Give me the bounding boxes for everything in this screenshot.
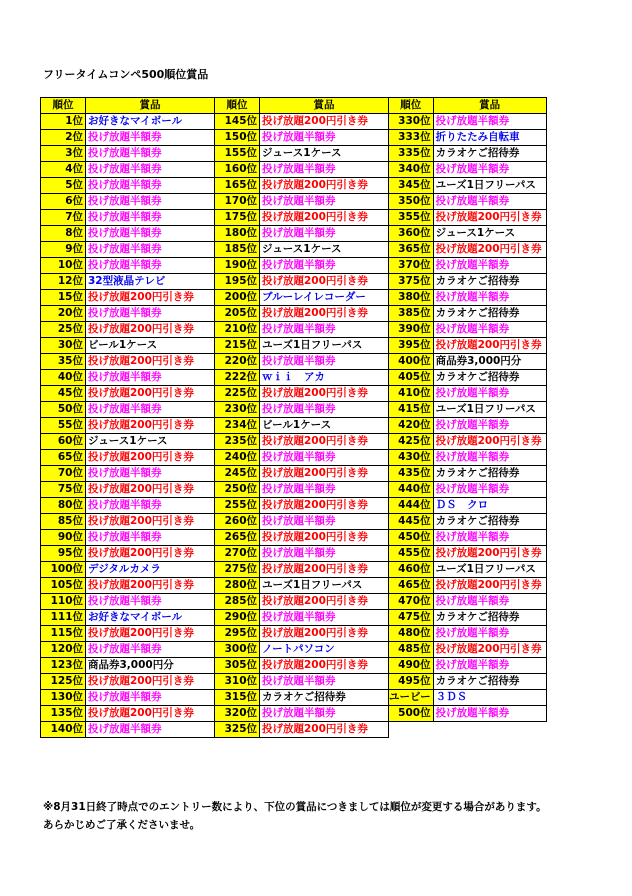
rank-cell: 265位 <box>215 530 260 546</box>
rank-cell: 315位 <box>215 690 260 706</box>
prize-cell: 投げ放題200円引き券 <box>86 450 215 466</box>
rank-cell: 8位 <box>41 226 86 242</box>
footnote <box>43 798 547 834</box>
prize-cell: カラオケご招待券 <box>433 674 546 690</box>
prize-cell: 投げ放題半額券 <box>86 162 215 178</box>
prize-cell: 投げ放題200円引き券 <box>86 386 215 402</box>
prize-cell: 投げ放題半額券 <box>86 242 215 258</box>
rank-cell: 155位 <box>215 146 260 162</box>
table-row <box>41 226 547 242</box>
footnote-line: ※8月31日終了時点でのエントリー数により、下位の賞品につきましては順位が変更する場合があります。 <box>43 801 547 813</box>
rank-cell: 130位 <box>41 690 86 706</box>
rank-cell: 222位 <box>215 370 260 386</box>
prize-cell: ユーズ1日フリーパス <box>433 402 546 418</box>
rank-cell: 445位 <box>389 514 434 530</box>
prize-cell: 投げ放題半額券 <box>86 258 215 274</box>
prize-cell: 32型液晶テレビ <box>86 274 215 290</box>
rank-cell: 65位 <box>41 450 86 466</box>
table-row <box>41 706 547 722</box>
prize-cell: 投げ放題半額券 <box>260 546 389 562</box>
header-rank: 順位 <box>215 98 260 114</box>
prize-cell: 投げ放題半額券 <box>433 450 546 466</box>
rank-cell: 230位 <box>215 402 260 418</box>
rank-cell: 5位 <box>41 178 86 194</box>
rank-cell: 245位 <box>215 466 260 482</box>
table-row <box>41 386 547 402</box>
prize-cell: 投げ放題半額券 <box>433 626 546 642</box>
prize-cell: 投げ放題200円引き券 <box>86 482 215 498</box>
prize-cell: 投げ放題半額券 <box>86 194 215 210</box>
table-row <box>41 354 547 370</box>
prize-cell: 投げ放題200円引き券 <box>260 594 389 610</box>
rank-cell: 185位 <box>215 242 260 258</box>
rank-cell: 390位 <box>389 322 434 338</box>
rank-cell: 100位 <box>41 562 86 578</box>
prize-cell: 投げ放題半額券 <box>260 322 389 338</box>
rank-cell: 60位 <box>41 434 86 450</box>
prize-cell: カラオケご招待券 <box>433 306 546 322</box>
table-row <box>41 450 547 466</box>
prize-cell: カラオケご招待券 <box>433 514 546 530</box>
rank-cell: 195位 <box>215 274 260 290</box>
header-prize: 賞品 <box>86 98 215 114</box>
table-row <box>41 642 547 658</box>
rank-cell: 385位 <box>389 306 434 322</box>
prize-cell: 投げ放題200円引き券 <box>433 210 546 226</box>
prize-cell: 投げ放題半額券 <box>260 610 389 626</box>
table-row <box>41 402 547 418</box>
prize-cell: ビール1ケース <box>260 418 389 434</box>
prize-cell: ユーズ1日フリーパス <box>433 178 546 194</box>
rank-cell: 460位 <box>389 562 434 578</box>
rank-cell: 3位 <box>41 146 86 162</box>
prize-cell: 投げ放題半額券 <box>86 594 215 610</box>
rank-cell: 145位 <box>215 114 260 130</box>
prize-cell: 投げ放題200円引き券 <box>260 306 389 322</box>
rank-cell: 450位 <box>389 530 434 546</box>
rank-cell: 255位 <box>215 498 260 514</box>
rank-cell: 275位 <box>215 562 260 578</box>
prize-cell: 投げ放題半額券 <box>433 258 546 274</box>
rank-cell: 20位 <box>41 306 86 322</box>
prize-cell: 投げ放題半額券 <box>86 130 215 146</box>
prize-cell: 投げ放題200円引き券 <box>86 578 215 594</box>
rank-cell: 85位 <box>41 514 86 530</box>
rank-cell: 335位 <box>389 146 434 162</box>
rank-cell: 165位 <box>215 178 260 194</box>
prize-cell: カラオケご招待券 <box>433 466 546 482</box>
rank-cell: 234位 <box>215 418 260 434</box>
rank-cell: 435位 <box>389 466 434 482</box>
prize-cell: 投げ放題半額券 <box>260 162 389 178</box>
table-row <box>41 370 547 386</box>
rank-cell: 375位 <box>389 274 434 290</box>
table-row <box>41 130 547 146</box>
prize-cell: ジュース1ケース <box>86 434 215 450</box>
rank-cell: 140位 <box>41 722 86 738</box>
rank-cell: 80位 <box>41 498 86 514</box>
prize-cell: 投げ放題200円引き券 <box>86 418 215 434</box>
rank-cell: 105位 <box>41 578 86 594</box>
prize-cell: ノートパソコン <box>260 642 389 658</box>
rank-cell: 485位 <box>389 642 434 658</box>
prize-cell: 投げ放題200円引き券 <box>86 290 215 306</box>
prize-cell: 投げ放題半額券 <box>433 658 546 674</box>
rank-cell: 370位 <box>389 258 434 274</box>
table-row <box>41 274 547 290</box>
prize-cell: ｗｉｉ アカ <box>260 370 389 386</box>
prize-cell: お好きなマイボール <box>86 610 215 626</box>
prize-cell: 投げ放題200円引き券 <box>260 562 389 578</box>
rank-cell: 480位 <box>389 626 434 642</box>
rank-cell: 9位 <box>41 242 86 258</box>
prize-cell: 投げ放題200円引き券 <box>86 706 215 722</box>
prize-cell: ジュース1ケース <box>260 242 389 258</box>
prize-cell: 投げ放題半額券 <box>433 322 546 338</box>
rank-cell: 1位 <box>41 114 86 130</box>
rank-cell: 175位 <box>215 210 260 226</box>
rank-cell: 310位 <box>215 674 260 690</box>
rank-cell: 420位 <box>389 418 434 434</box>
prize-cell: 投げ放題200円引き券 <box>260 530 389 546</box>
prize-cell: 投げ放題半額券 <box>86 226 215 242</box>
prize-cell: 投げ放題半額券 <box>86 370 215 386</box>
prize-cell: 投げ放題半額券 <box>86 530 215 546</box>
rank-cell: 495位 <box>389 674 434 690</box>
prize-cell: 投げ放題200円引き券 <box>260 722 389 738</box>
rank-cell: 40位 <box>41 370 86 386</box>
prize-cell: 投げ放題半額券 <box>260 706 389 722</box>
rank-cell: 430位 <box>389 450 434 466</box>
rank-cell: 400位 <box>389 354 434 370</box>
rank-cell: 4位 <box>41 162 86 178</box>
table-row <box>41 562 547 578</box>
rank-cell: 90位 <box>41 530 86 546</box>
rank-cell: 55位 <box>41 418 86 434</box>
rank-cell: 160位 <box>215 162 260 178</box>
prize-cell: ジュース1ケース <box>433 226 546 242</box>
rank-cell: 345位 <box>389 178 434 194</box>
prize-cell: 投げ放題半額券 <box>433 594 546 610</box>
table-row <box>41 418 547 434</box>
rank-cell: 70位 <box>41 466 86 482</box>
table-row <box>41 306 547 322</box>
table-row <box>41 434 547 450</box>
prize-cell: 投げ放題200円引き券 <box>433 642 546 658</box>
prize-cell: 投げ放題200円引き券 <box>86 322 215 338</box>
prize-table <box>40 97 547 738</box>
prize-cell: デジタルカメラ <box>86 562 215 578</box>
prize-cell: カラオケご招待券 <box>433 274 546 290</box>
table-row <box>41 594 547 610</box>
rank-cell: 240位 <box>215 450 260 466</box>
prize-table-body <box>41 114 547 738</box>
rank-cell: 285位 <box>215 594 260 610</box>
prize-cell: お好きなマイボール <box>86 114 215 130</box>
table-row <box>41 146 547 162</box>
rank-cell: 444位 <box>389 498 434 514</box>
header-prize: 賞品 <box>260 98 389 114</box>
table-row <box>41 290 547 306</box>
prize-cell: 投げ放題200円引き券 <box>260 210 389 226</box>
header-prize: 賞品 <box>433 98 546 114</box>
prize-cell: 投げ放題半額券 <box>260 450 389 466</box>
prize-cell: 投げ放題半額券 <box>86 210 215 226</box>
table-row <box>41 546 547 562</box>
rank-cell: 380位 <box>389 290 434 306</box>
rank-cell: 440位 <box>389 482 434 498</box>
rank-cell: 290位 <box>215 610 260 626</box>
prize-cell: 投げ放題半額券 <box>260 354 389 370</box>
rank-cell: 125位 <box>41 674 86 690</box>
prize-cell: 投げ放題半額券 <box>86 402 215 418</box>
rank-cell: 333位 <box>389 130 434 146</box>
rank-cell: 215位 <box>215 338 260 354</box>
table-row <box>41 466 547 482</box>
prize-cell: 投げ放題200円引き券 <box>433 546 546 562</box>
rank-cell: 10位 <box>41 258 86 274</box>
rank-cell: 15位 <box>41 290 86 306</box>
prize-cell: 投げ放題200円引き券 <box>260 434 389 450</box>
prize-cell: 投げ放題半額券 <box>433 418 546 434</box>
rank-cell: 35位 <box>41 354 86 370</box>
rank-cell: 225位 <box>215 386 260 402</box>
rank-cell: 330位 <box>389 114 434 130</box>
rank-cell: 465位 <box>389 578 434 594</box>
prize-cell: カラオケご招待券 <box>433 370 546 386</box>
table-row <box>41 338 547 354</box>
rank-cell: 111位 <box>41 610 86 626</box>
prize-cell: 投げ放題半額券 <box>433 162 546 178</box>
prize-cell: 投げ放題200円引き券 <box>260 274 389 290</box>
rank-cell: 25位 <box>41 322 86 338</box>
prize-cell: 投げ放題半額券 <box>86 690 215 706</box>
rank-cell: 190位 <box>215 258 260 274</box>
prize-cell: 投げ放題半額券 <box>260 194 389 210</box>
prize-cell: 投げ放題半額券 <box>433 114 546 130</box>
prize-cell: 商品券3,000円分 <box>433 354 546 370</box>
prize-cell: 投げ放題半額券 <box>86 722 215 738</box>
prize-cell: 投げ放題200円引き券 <box>433 242 546 258</box>
rank-cell: 12位 <box>41 274 86 290</box>
rank-cell: 470位 <box>389 594 434 610</box>
prize-cell: 投げ放題半額券 <box>86 498 215 514</box>
table-row <box>41 194 547 210</box>
table-row <box>41 530 547 546</box>
rank-cell: 300位 <box>215 642 260 658</box>
rank-cell: 320位 <box>215 706 260 722</box>
table-row <box>41 178 547 194</box>
prize-cell: 投げ放題200円引き券 <box>260 178 389 194</box>
rank-cell: 405位 <box>389 370 434 386</box>
rank-cell: 325位 <box>215 722 260 738</box>
prize-cell: 投げ放題半額券 <box>86 178 215 194</box>
rank-cell: 250位 <box>215 482 260 498</box>
prize-cell: 投げ放題半額券 <box>86 466 215 482</box>
rank-cell: 210位 <box>215 322 260 338</box>
rank-cell: 350位 <box>389 194 434 210</box>
prize-cell: 投げ放題半額券 <box>260 482 389 498</box>
rank-cell: 220位 <box>215 354 260 370</box>
rank-cell: 260位 <box>215 514 260 530</box>
page-title: フリータイムコンペ500順位賞品 <box>43 68 209 81</box>
prize-cell: 投げ放題200円引き券 <box>86 626 215 642</box>
prize-cell: 投げ放題200円引き券 <box>86 546 215 562</box>
prize-cell: 投げ放題半額券 <box>433 482 546 498</box>
table-row <box>41 482 547 498</box>
rank-cell: 270位 <box>215 546 260 562</box>
prize-cell: ユーズ1日フリーパス <box>260 338 389 354</box>
table-row <box>41 658 547 674</box>
rank-cell: 115位 <box>41 626 86 642</box>
rank-cell: 360位 <box>389 226 434 242</box>
empty-cell <box>433 722 546 738</box>
rank-cell: 305位 <box>215 658 260 674</box>
prize-cell: 投げ放題200円引き券 <box>260 626 389 642</box>
prize-cell: 投げ放題半額券 <box>433 290 546 306</box>
prize-cell: ３ＤＳ <box>433 690 546 706</box>
prize-cell: 投げ放題200円引き券 <box>86 354 215 370</box>
rank-cell: 455位 <box>389 546 434 562</box>
rank-cell: 75位 <box>41 482 86 498</box>
rank-cell: 110位 <box>41 594 86 610</box>
table-row <box>41 722 547 738</box>
rank-cell: 365位 <box>389 242 434 258</box>
rank-cell: 6位 <box>41 194 86 210</box>
table-row <box>41 674 547 690</box>
prize-cell: 投げ放題半額券 <box>260 402 389 418</box>
header-rank: 順位 <box>41 98 86 114</box>
rank-cell: 410位 <box>389 386 434 402</box>
rank-cell: 395位 <box>389 338 434 354</box>
prize-cell: カラオケご招待券 <box>433 146 546 162</box>
rank-cell: 295位 <box>215 626 260 642</box>
rank-cell: ユービー <box>389 690 434 706</box>
rank-cell: 200位 <box>215 290 260 306</box>
rank-cell: 340位 <box>389 162 434 178</box>
prize-cell: 投げ放題200円引き券 <box>433 338 546 354</box>
table-row <box>41 162 547 178</box>
header-rank: 順位 <box>389 98 434 114</box>
table-header-row <box>41 98 547 114</box>
prize-cell: 投げ放題200円引き券 <box>260 498 389 514</box>
table-row <box>41 610 547 626</box>
prize-cell: 投げ放題200円引き券 <box>433 434 546 450</box>
rank-cell: 235位 <box>215 434 260 450</box>
rank-cell: 2位 <box>41 130 86 146</box>
prize-cell: 投げ放題半額券 <box>86 146 215 162</box>
rank-cell: 180位 <box>215 226 260 242</box>
rank-cell: 170位 <box>215 194 260 210</box>
prize-cell: 投げ放題半額券 <box>260 226 389 242</box>
prize-cell: 投げ放題200円引き券 <box>86 674 215 690</box>
prize-cell: 投げ放題半額券 <box>86 306 215 322</box>
prize-cell: ブルーレイレコーダー <box>260 290 389 306</box>
prize-cell: 投げ放題200円引き券 <box>260 658 389 674</box>
table-row <box>41 514 547 530</box>
rank-cell: 135位 <box>41 706 86 722</box>
prize-cell: 投げ放題半額券 <box>433 530 546 546</box>
footnote-line: あらかじめご了承くださいませ。 <box>43 819 201 831</box>
prize-cell: 投げ放題200円引き券 <box>260 466 389 482</box>
rank-cell: 425位 <box>389 434 434 450</box>
rank-cell: 490位 <box>389 658 434 674</box>
prize-cell: 投げ放題半額券 <box>260 130 389 146</box>
table-row <box>41 258 547 274</box>
table-row <box>41 210 547 226</box>
prize-cell: 折りたたみ自転車 <box>433 130 546 146</box>
empty-cell <box>389 722 434 738</box>
rank-cell: 150位 <box>215 130 260 146</box>
prize-cell: カラオケご招待券 <box>433 610 546 626</box>
prize-cell: ユーズ1日フリーパス <box>260 578 389 594</box>
rank-cell: 45位 <box>41 386 86 402</box>
prize-cell: ユーズ1日フリーパス <box>433 562 546 578</box>
prize-cell: 投げ放題半額券 <box>433 194 546 210</box>
prize-cell: カラオケご招待券 <box>260 690 389 706</box>
prize-cell: 投げ放題200円引き券 <box>260 114 389 130</box>
table-row <box>41 498 547 514</box>
prize-cell: 投げ放題半額券 <box>433 386 546 402</box>
table-row <box>41 578 547 594</box>
prize-cell: 投げ放題200円引き券 <box>260 386 389 402</box>
prize-cell: ＤＳ クロ <box>433 498 546 514</box>
prize-cell: 投げ放題半額券 <box>86 642 215 658</box>
rank-cell: 123位 <box>41 658 86 674</box>
prize-cell: ジュース1ケース <box>260 146 389 162</box>
rank-cell: 280位 <box>215 578 260 594</box>
rank-cell: 355位 <box>389 210 434 226</box>
prize-cell: ビール1ケース <box>86 338 215 354</box>
prize-cell: 投げ放題200円引き券 <box>86 514 215 530</box>
prize-cell: 投げ放題200円引き券 <box>433 578 546 594</box>
table-row <box>41 114 547 130</box>
rank-cell: 120位 <box>41 642 86 658</box>
rank-cell: 500位 <box>389 706 434 722</box>
rank-cell: 205位 <box>215 306 260 322</box>
rank-cell: 7位 <box>41 210 86 226</box>
rank-cell: 50位 <box>41 402 86 418</box>
rank-cell: 30位 <box>41 338 86 354</box>
rank-cell: 95位 <box>41 546 86 562</box>
table-row <box>41 690 547 706</box>
rank-cell: 415位 <box>389 402 434 418</box>
rank-cell: 475位 <box>389 610 434 626</box>
prize-cell: 投げ放題半額券 <box>260 674 389 690</box>
table-row <box>41 322 547 338</box>
prize-cell: 投げ放題半額券 <box>260 258 389 274</box>
prize-cell: 投げ放題半額券 <box>260 514 389 530</box>
prize-cell: 商品券3,000円分 <box>86 658 215 674</box>
prize-cell: 投げ放題半額券 <box>433 706 546 722</box>
table-row <box>41 242 547 258</box>
table-row <box>41 626 547 642</box>
